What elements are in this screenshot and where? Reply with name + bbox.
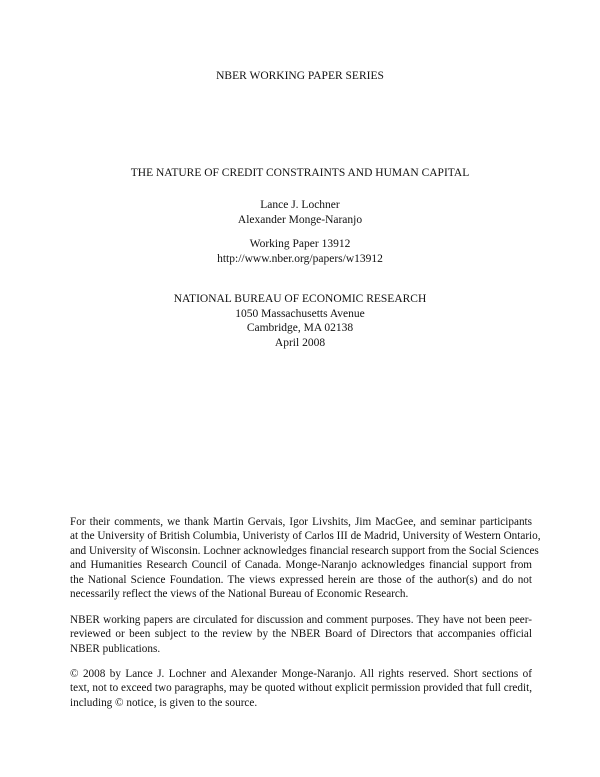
- paragraph-line: and University of Wisconsin. Lochner acknowledges financial research support from the Social Sciences: [70, 544, 539, 557]
- author-name: Lance J. Lochner: [260, 199, 340, 211]
- paragraph-line: © 2008 by Lance J. Lochner and Alexander Monge-Naranjo. All rights reserved. Short sections of: [70, 668, 532, 680]
- paragraph-line: For their comments, we thank Martin Gervais, Igor Livshits, Jim MacGee, and seminar participants: [70, 516, 532, 528]
- paragraph-line: the National Science Foundation. The views expressed herein are those of the author(s) and do not: [70, 573, 532, 586]
- publication-date: April 2008: [274, 337, 326, 349]
- paper-url[interactable]: http://www.nber.org/papers/w13912: [217, 253, 383, 265]
- paragraph-line: necessarily reflect the views of the National Bureau of Economic Research.: [70, 588, 409, 601]
- paragraph-line: text, not to exceed two paragraphs, may be quoted without explicit permission provided that full credit,: [70, 682, 532, 695]
- paragraph-line: and Humanities Research Council of Canada. Monge-Naranjo acknowledges financial support from: [70, 559, 532, 572]
- institution-city: Cambridge, MA 02138: [246, 322, 354, 334]
- paragraph-line: reviewed or been subject to the review by the NBER Board of Directors that accompanies official: [70, 628, 532, 641]
- paper-title: THE NATURE OF CREDIT CONSTRAINTS AND HUMAN CAPITAL: [130, 167, 470, 179]
- institution-name: NATIONAL BUREAU OF ECONOMIC RESEARCH: [173, 293, 427, 305]
- institution-street: 1050 Massachusetts Avenue: [235, 308, 365, 320]
- copyright-paragraph: [70, 667, 532, 710]
- paragraph-line: at the University of British Columbia, Univeristy of Carlos III de Madrid, University of Western Ontario,: [70, 530, 541, 543]
- paragraph-line: NBER publications.: [70, 642, 161, 655]
- paragraph-line: including © notice, is given to the source.: [70, 696, 258, 709]
- acknowledgments-paragraph: [70, 515, 541, 601]
- author-name: Alexander Monge-Naranjo: [237, 214, 363, 226]
- series-heading: NBER WORKING PAPER SERIES: [216, 70, 384, 82]
- disclaimer-paragraph: [70, 613, 532, 656]
- paragraph-line: NBER working papers are circulated for discussion and comment purposes. They have not been peer-: [70, 614, 532, 626]
- working-paper-number: Working Paper 13912: [249, 238, 351, 250]
